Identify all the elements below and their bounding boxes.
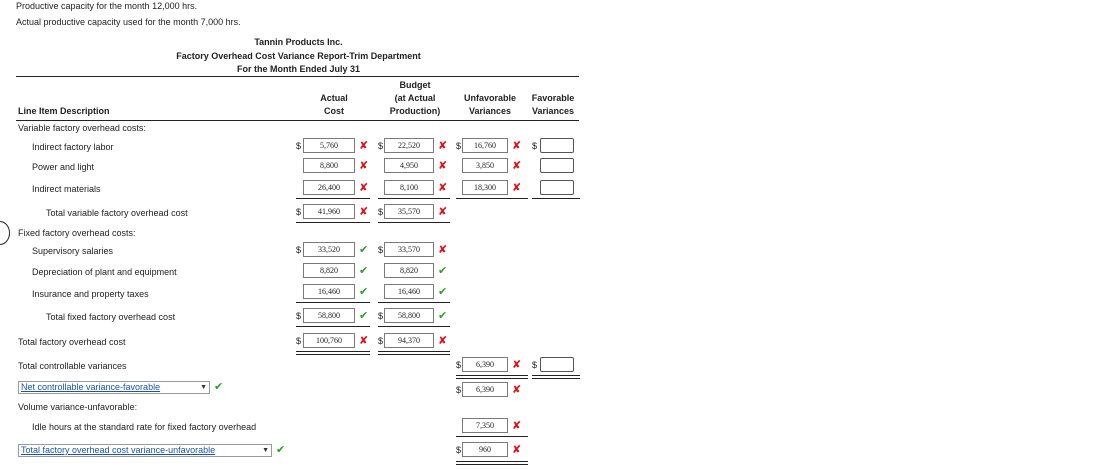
- labor-budget-input[interactable]: 22,520: [384, 138, 434, 153]
- volume-heading: Volume variance-unfavorable:: [18, 402, 138, 412]
- check-icon: ✔: [438, 286, 448, 298]
- dollar-sign: $: [296, 311, 302, 321]
- x-icon: ✘: [512, 359, 522, 371]
- x-icon: ✘: [359, 160, 369, 172]
- net-controllable-select[interactable]: Net controllable variance-favorable ▼: [18, 381, 210, 394]
- total-overhead-label: Total factory overhead cost: [18, 337, 126, 347]
- power-actual-input[interactable]: 8,800: [303, 158, 355, 173]
- column-rule: [296, 198, 370, 199]
- dollar-sign: $: [456, 360, 462, 370]
- column-rule: [296, 222, 370, 223]
- materials-actual-input[interactable]: 26,400: [303, 180, 355, 195]
- total-variable-label: Total variable factory overhead cost: [46, 208, 188, 218]
- double-rule: [296, 351, 370, 355]
- column-rule: [456, 198, 528, 199]
- power-budget-input[interactable]: 4,950: [384, 158, 434, 173]
- supervisory-label: Supervisory salaries: [32, 246, 114, 256]
- check-icon: ✔: [214, 381, 224, 393]
- actual-capacity-text: Actual productive capacity used for the month 7,000 hrs.: [16, 17, 241, 27]
- insurance-budget-input[interactable]: 16,460: [384, 284, 434, 299]
- double-rule: [456, 461, 528, 465]
- column-rule: [378, 326, 450, 327]
- dollar-sign: $: [456, 445, 462, 455]
- idle-hours-input[interactable]: 7,350: [462, 418, 508, 433]
- labor-favorable-input[interactable]: [540, 138, 574, 153]
- total-fixed-label: Total fixed factory overhead cost: [46, 312, 176, 322]
- dollar-sign: $: [296, 207, 302, 217]
- x-icon: ✘: [438, 244, 448, 256]
- dollar-sign: $: [532, 360, 538, 370]
- column-rule: [456, 436, 528, 437]
- margin-circle: [0, 221, 10, 245]
- depreciation-label: Depreciation of plant and equipment: [32, 267, 177, 277]
- dollar-sign: $: [456, 141, 462, 151]
- total-overhead-actual-input[interactable]: 100,760: [303, 333, 355, 348]
- depreciation-actual-input[interactable]: 8,820: [303, 263, 355, 278]
- materials-budget-input[interactable]: 8,100: [384, 180, 434, 195]
- double-rule: [378, 351, 450, 355]
- total-fixed-budget-input[interactable]: 58,800: [384, 308, 434, 323]
- total-fixed-actual-input[interactable]: 58,800: [303, 308, 355, 323]
- dollar-sign: $: [296, 141, 302, 151]
- x-icon: ✘: [359, 335, 369, 347]
- insurance-label: Insurance and property taxes: [32, 289, 149, 299]
- total-variance-select[interactable]: Total factory overhead cost variance-unfavorable ▼: [18, 444, 272, 457]
- x-icon: ✘: [438, 182, 448, 194]
- dollar-sign: $: [296, 245, 302, 255]
- header-rule: [16, 120, 579, 121]
- x-icon: ✘: [512, 384, 522, 396]
- dollar-sign: $: [378, 141, 384, 151]
- labor-actual-input[interactable]: 5,760: [303, 138, 355, 153]
- power-unfavorable-input[interactable]: 3,850: [462, 158, 508, 173]
- company-name: Tannin Products Inc.: [254, 37, 343, 47]
- x-icon: ✘: [512, 444, 522, 456]
- x-icon: ✘: [512, 140, 522, 152]
- column-rule: [378, 198, 450, 199]
- column-rule: [532, 198, 580, 199]
- power-favorable-input[interactable]: [540, 158, 574, 173]
- dollar-sign: $: [378, 207, 384, 217]
- x-icon: ✘: [359, 182, 369, 194]
- x-icon: ✘: [359, 140, 369, 152]
- total-controllable-label: Total controllable variances: [18, 361, 127, 371]
- double-rule: [532, 375, 580, 379]
- x-icon: ✘: [438, 206, 448, 218]
- power-light-label: Power and light: [32, 162, 95, 172]
- x-icon: ✘: [512, 182, 522, 194]
- total-controllable-unfavorable-input[interactable]: 6,390: [462, 357, 508, 372]
- dollar-sign: $: [378, 336, 384, 346]
- insurance-actual-input[interactable]: 16,460: [303, 284, 355, 299]
- column-rule: [378, 302, 450, 303]
- total-variable-actual-input[interactable]: 41,960: [303, 204, 355, 219]
- indirect-materials-label: Indirect materials: [32, 184, 101, 194]
- double-rule: [456, 375, 528, 379]
- dollar-sign: $: [378, 311, 384, 321]
- check-icon: ✔: [359, 265, 369, 277]
- productive-capacity-text: Productive capacity for the month 12,000 hrs.: [16, 1, 198, 11]
- favorable-header: Favorable Variances: [531, 93, 575, 116]
- check-icon: ✔: [359, 244, 369, 256]
- x-icon: ✘: [438, 140, 448, 152]
- total-variance-input[interactable]: 960: [462, 442, 508, 457]
- total-overhead-budget-input[interactable]: 94,370: [384, 333, 434, 348]
- column-rule: [378, 222, 450, 223]
- check-icon: ✔: [359, 286, 369, 298]
- dollar-sign: $: [456, 385, 462, 395]
- check-icon: ✔: [276, 444, 286, 456]
- x-icon: ✘: [359, 206, 369, 218]
- indirect-labor-label: Indirect factory labor: [32, 142, 114, 152]
- variable-heading: Variable factory overhead costs:: [18, 123, 146, 133]
- check-icon: ✔: [438, 310, 448, 322]
- line-item-header: Line Item Description: [18, 106, 110, 116]
- x-icon: ✘: [438, 335, 448, 347]
- dollar-sign: $: [532, 141, 538, 151]
- actual-cost-header: Actual Cost: [320, 93, 348, 116]
- depreciation-budget-input[interactable]: 8,820: [384, 263, 434, 278]
- chevron-down-icon: ▼: [262, 447, 269, 454]
- labor-unfavorable-input[interactable]: 16,760: [462, 138, 508, 153]
- dollar-sign: $: [378, 245, 384, 255]
- column-rule: [296, 326, 370, 327]
- dollar-sign: $: [296, 336, 302, 346]
- materials-favorable-input[interactable]: [540, 180, 574, 195]
- budget-header: Budget (at Actual Production): [389, 80, 441, 116]
- unfavorable-header: Unfavorable Variances: [463, 93, 516, 116]
- materials-unfavorable-input[interactable]: 18,300: [462, 180, 508, 195]
- net-controllable-input[interactable]: 6,390: [462, 382, 508, 397]
- report-period: For the Month Ended July 31: [236, 64, 360, 74]
- fixed-heading: Fixed factory overhead costs:: [18, 228, 136, 238]
- x-icon: ✘: [438, 160, 448, 172]
- total-variable-budget-input[interactable]: 35,570: [384, 204, 434, 219]
- supervisory-budget-input[interactable]: 33,570: [384, 242, 434, 257]
- report-title: Factory Overhead Cost Variance Report-Trim Department: [176, 51, 421, 61]
- x-icon: ✘: [512, 420, 522, 432]
- chevron-down-icon: ▼: [200, 384, 207, 391]
- check-icon: ✔: [438, 265, 448, 277]
- supervisory-actual-input[interactable]: 33,520: [303, 242, 355, 257]
- idle-hours-label: Idle hours at the standard rate for fixed factory overhead: [32, 422, 257, 432]
- title-rule: [16, 76, 579, 77]
- total-controllable-favorable-input[interactable]: [540, 357, 574, 372]
- column-rule: [296, 302, 370, 303]
- x-icon: ✘: [512, 160, 522, 172]
- check-icon: ✔: [359, 310, 369, 322]
